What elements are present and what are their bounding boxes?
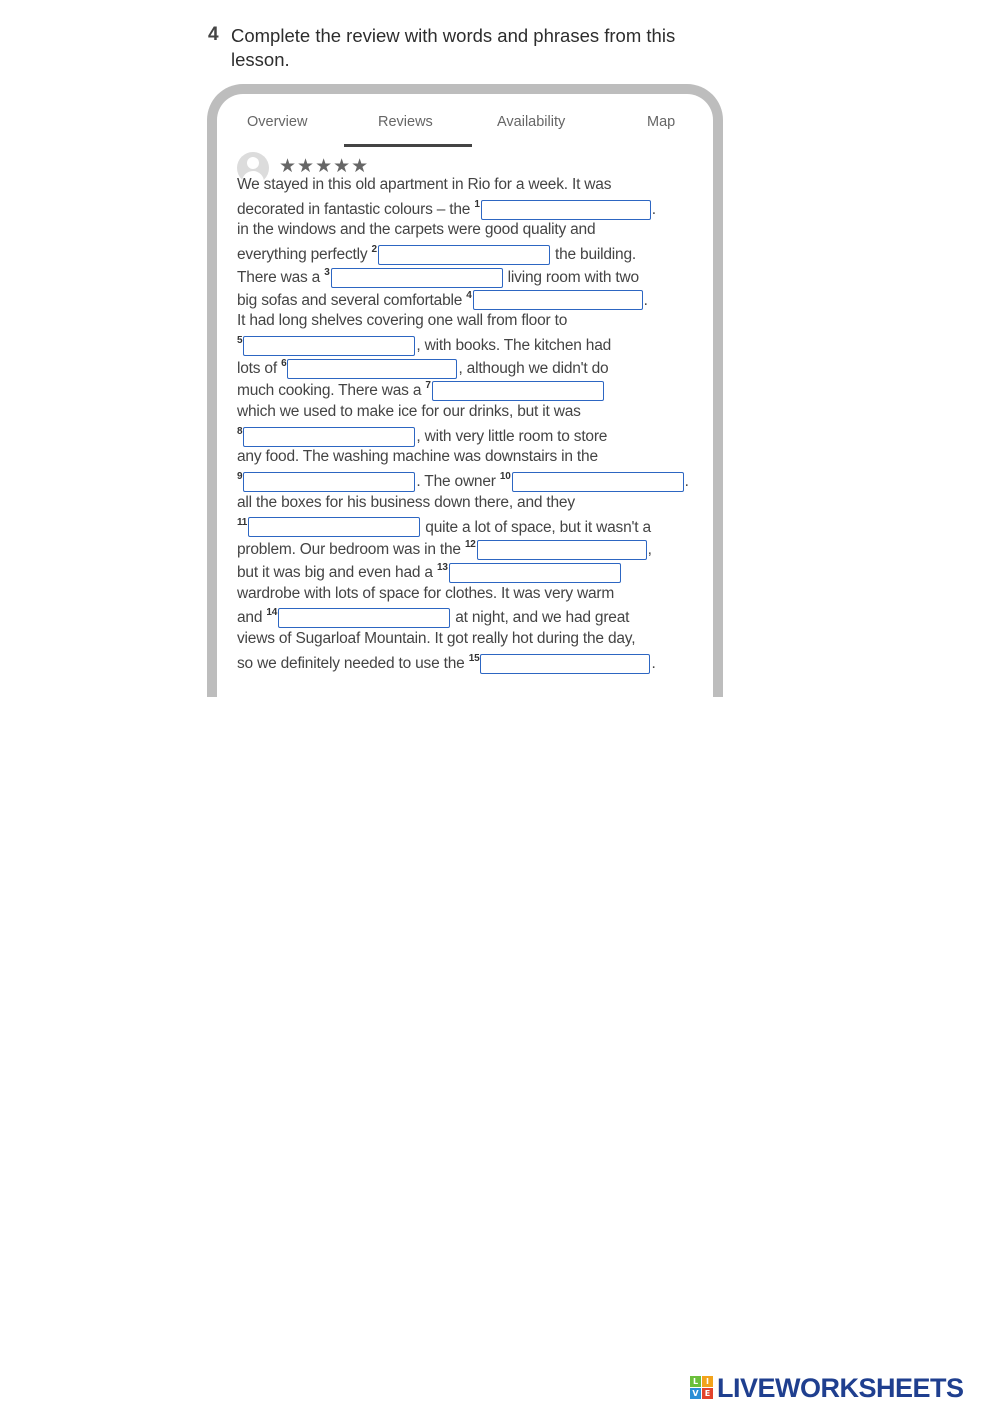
- review-text-fragment: , with very little room to store: [416, 427, 608, 445]
- review-text-fragment: problem. Our bedroom was in the: [237, 541, 465, 559]
- answer-input-6[interactable]: [287, 359, 457, 379]
- review-line: [237, 403, 581, 425]
- review-text-fragment: lots of: [237, 359, 282, 377]
- tab-reviews[interactable]: Reviews: [378, 114, 433, 130]
- blank-number: 5: [237, 334, 243, 346]
- blank-number: 15: [468, 652, 480, 664]
- answer-input-1[interactable]: [481, 200, 651, 220]
- review-text-fragment: much cooking. There was a: [237, 382, 426, 400]
- exercise-instruction: Complete the review with words and phrases from this lesson.: [231, 25, 676, 70]
- blank-number: 12: [464, 539, 476, 551]
- answer-input-9[interactable]: [243, 472, 415, 492]
- review-text-fragment: so we definitely needed to use the: [237, 654, 469, 672]
- review-text-fragment: There was a: [237, 268, 325, 286]
- blank-number: 1: [474, 198, 480, 210]
- logo-text: LIVEWORKSHEETS: [717, 1373, 964, 1403]
- logo-mark-icon: L I V E: [690, 1376, 716, 1402]
- review-line: [237, 630, 635, 652]
- review-text-fragment: .: [684, 473, 689, 491]
- star-rating: ★★★★★: [279, 155, 370, 177]
- review-text-fragment: all the boxes for his business down there, and they: [237, 493, 575, 511]
- review-line: [237, 426, 607, 448]
- review-text-fragment: .: [651, 654, 656, 672]
- review-line: [237, 585, 614, 607]
- active-tab-indicator: [344, 144, 472, 147]
- review-line: [237, 517, 651, 539]
- review-text-fragment: living room with two: [503, 268, 639, 286]
- review-text-fragment: but it was big and even had a: [237, 563, 437, 581]
- review-line: [237, 358, 608, 380]
- review-line: [237, 290, 648, 312]
- blank-number: 7: [425, 380, 431, 392]
- tab-overview[interactable]: Overview: [247, 114, 308, 130]
- review-line: [237, 380, 605, 402]
- review-line: [237, 199, 656, 221]
- review-text-fragment: big sofas and several comfortable: [237, 291, 467, 309]
- review-text-fragment: . The owner: [416, 473, 500, 491]
- review-line: [237, 539, 652, 561]
- blank-number: 11: [237, 516, 248, 528]
- review-text-fragment: ,: [647, 541, 652, 559]
- review-line: [237, 221, 595, 243]
- tab-bar: [217, 114, 713, 144]
- blank-number: 14: [266, 607, 278, 619]
- review-text-fragment: .: [643, 291, 648, 309]
- blank-number: 13: [436, 561, 448, 573]
- answer-input-12[interactable]: [477, 540, 647, 560]
- review-text-fragment: wardrobe with lots of space for clothes. It was very warm: [237, 584, 615, 602]
- review-text-fragment: It had long shelves covering one wall from floor to: [237, 312, 568, 330]
- review-line: [237, 244, 636, 266]
- review-line: [237, 653, 656, 675]
- review-text-fragment: quite a lot of space, but it wasn't a: [421, 518, 651, 536]
- review-line: [237, 267, 639, 289]
- review-text-fragment: everything perfectly: [237, 246, 372, 264]
- answer-input-5[interactable]: [243, 336, 415, 356]
- blank-number: 10: [499, 471, 511, 483]
- tab-availability[interactable]: Availability: [497, 114, 566, 130]
- exercise-number: 4: [208, 24, 219, 45]
- blank-number: 2: [371, 244, 377, 256]
- answer-input-8[interactable]: [243, 427, 415, 447]
- review-line: [237, 335, 611, 357]
- review-text-fragment: in the windows and the carpets were good quality and: [237, 221, 596, 239]
- review-text-fragment: the building.: [550, 246, 636, 264]
- review-line: [237, 312, 567, 334]
- review-text-fragment: decorated in fantastic colours – the: [237, 200, 475, 218]
- review-text-fragment: , with books. The kitchen had: [416, 336, 612, 354]
- review-text-fragment: We stayed in this old apartment in Rio for a week. It was: [237, 176, 612, 193]
- blank-number: 9: [237, 471, 243, 483]
- answer-input-3[interactable]: [331, 268, 503, 288]
- answer-input-13[interactable]: [449, 563, 621, 583]
- blank-number: 3: [324, 266, 330, 278]
- review-line: [237, 471, 689, 493]
- review-text-fragment: and: [237, 609, 267, 627]
- review-text-fragment: which we used to make ice for our drinks, but it was: [237, 403, 581, 420]
- review-text-fragment: at night, and we had great: [451, 609, 630, 627]
- answer-input-14[interactable]: [278, 608, 450, 628]
- blank-number: 4: [466, 289, 472, 301]
- blank-number: 6: [281, 357, 287, 369]
- page-crop-mask: [190, 697, 750, 737]
- review-line: [237, 494, 575, 516]
- tab-map[interactable]: Map: [647, 114, 676, 130]
- review-text-fragment: .: [651, 200, 656, 218]
- review-line: [237, 607, 629, 629]
- answer-input-11[interactable]: [248, 517, 420, 537]
- review-text-fragment: , although we didn't do: [458, 359, 609, 377]
- answer-input-7[interactable]: [432, 381, 604, 401]
- answer-input-15[interactable]: [480, 654, 650, 674]
- answer-input-10[interactable]: [512, 472, 684, 492]
- review-text-fragment: views of Sugarloaf Mountain. It got really hot during the day,: [237, 630, 636, 647]
- blank-number: 8: [237, 425, 243, 437]
- review-text-fragment: any food. The washing machine was downstairs in the: [237, 448, 598, 466]
- review-line: [237, 562, 622, 584]
- review-line: [237, 448, 598, 470]
- answer-input-4[interactable]: [473, 290, 643, 310]
- answer-input-2[interactable]: [378, 245, 550, 265]
- review-line: [237, 176, 611, 198]
